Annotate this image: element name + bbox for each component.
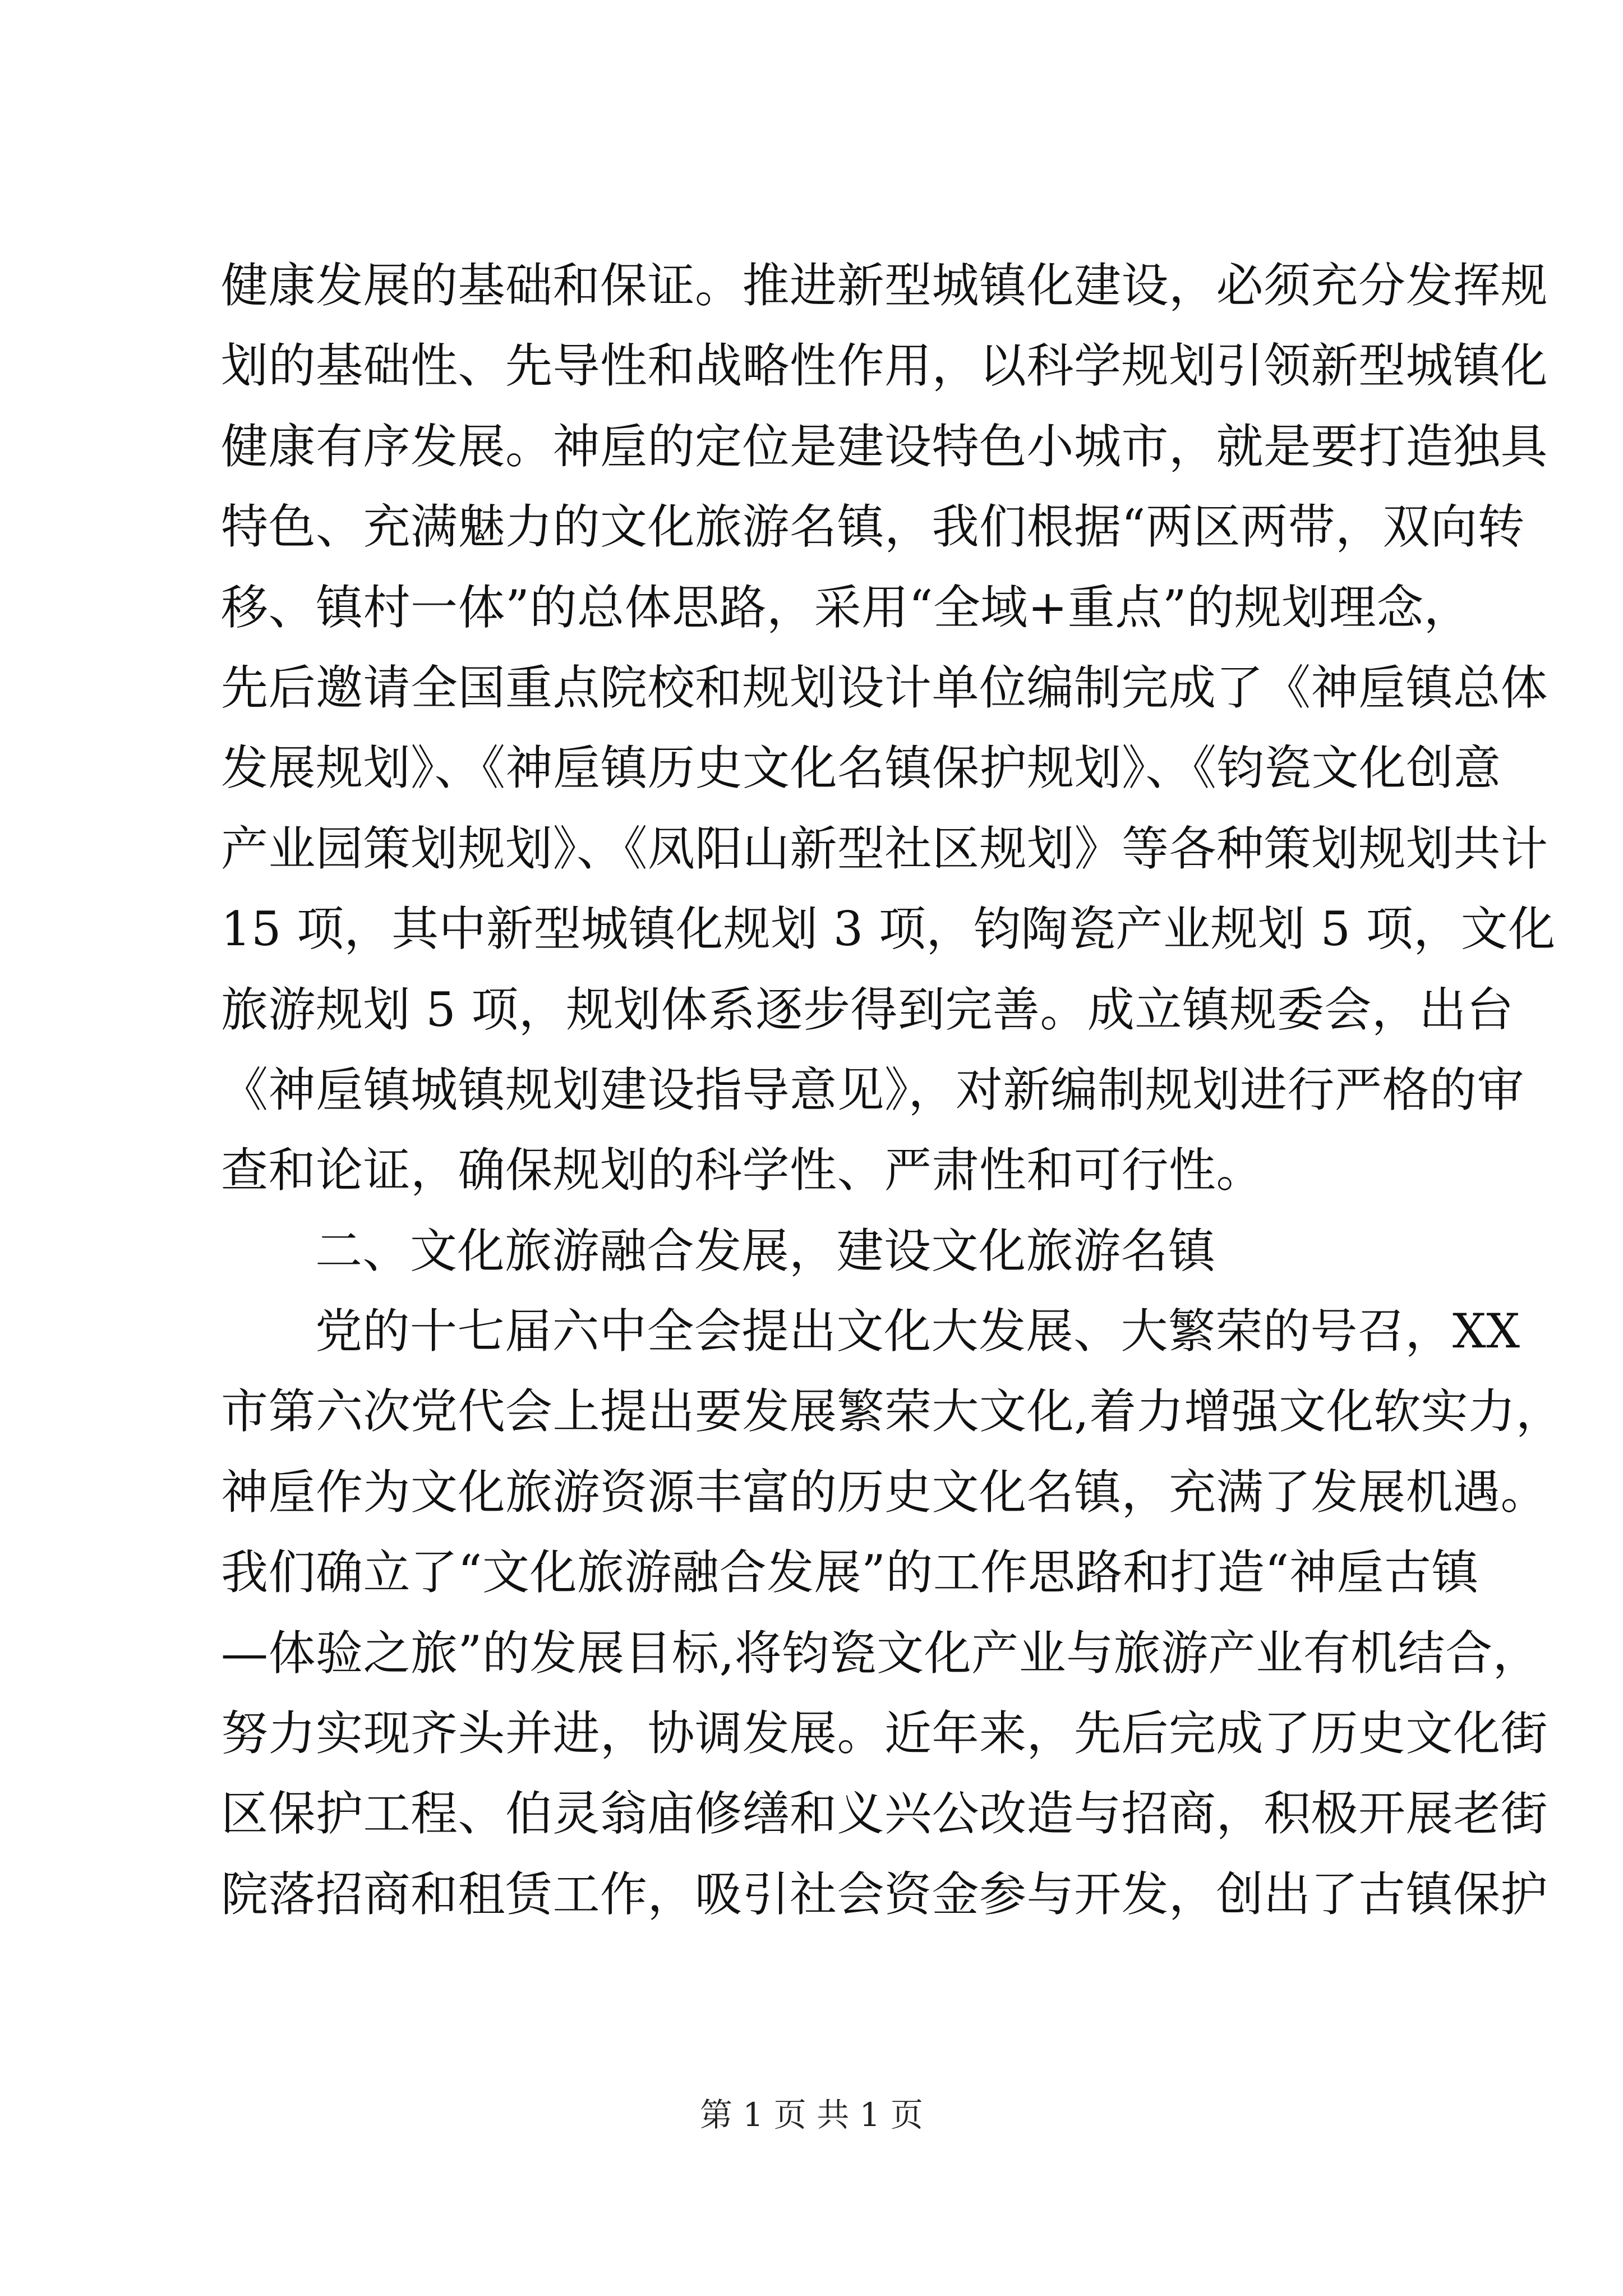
text-line: 先后邀请全国重点院校和规划设计单位编制完成了《神垕镇总体 [221, 660, 1548, 715]
text-line: 发展规划》、《神垕镇历史文化名镇保护规划》、《钧瓷文化创意 [221, 740, 1501, 796]
text-line: 党的十七届六中全会提出文化大发展、大繁荣的号召，XX [315, 1304, 1520, 1359]
text-line: 特色、充满魅力的文化旅游名镇，我们根据“两区两带，双向转 [221, 499, 1525, 555]
text-line: 划的基础性、先导性和战略性作用，以科学规划引领新型城镇化 [221, 338, 1548, 394]
text-line: —体验之旅”的发展目标,将钧瓷文化产业与旅游产业有机结合， [221, 1625, 1541, 1681]
text-line: 产业园策划规划》、《凤阳山新型社区规划》等各种策划规划共计 [221, 821, 1548, 876]
text-line: 移、镇村一体”的总体思路，采用“全域+重点”的规划理念， [221, 579, 1472, 635]
text-line: 院落招商和租赁工作，吸引社会资金参与开发，创出了古镇保护 [221, 1866, 1548, 1922]
section-heading: 二、文化旅游融合发展，建设文化旅游名镇 [315, 1223, 1216, 1278]
text-line: 旅游规划 5 项，规划体系逐步得到完善。成立镇规委会，出台 [221, 982, 1514, 1037]
text-line: 市第六次党代会上提出要发展繁荣大文化,着力增强文化软实力， [221, 1384, 1564, 1439]
document-body [221, 246, 1564, 1935]
text-line: 神垕作为文化旅游资源丰富的历史文化名镇，充满了发展机遇。 [221, 1464, 1548, 1520]
text-line: 区保护工程、伯灵翁庙修缮和义兴公改造与招商，积极开展老街 [221, 1786, 1548, 1842]
text-line: 健康发展的基础和保证。推进新型城镇化建设，必须充分发挥规 [221, 258, 1548, 313]
text-line: 查和论证，确保规划的科学性、严肃性和可行性。 [221, 1143, 1264, 1198]
text-line: 健康有序发展。神垕的定位是建设特色小城市，就是要打造独具 [221, 418, 1548, 474]
page-footer: 第 1 页 共 1 页 [700, 2096, 923, 2134]
text-line: 我们确立了“文化旅游融合发展”的工作思路和打造“神垕古镇 [221, 1545, 1479, 1600]
text-line: 《神垕镇城镇规划建设指导意见》，对新编制规划进行严格的审 [221, 1062, 1525, 1117]
text-line: 15 项，其中新型城镇化规划 3 项，钧陶瓷产业规划 5 项，文化 [221, 901, 1556, 957]
text-line: 努力实现齐头并进，协调发展。近年来，先后完成了历史文化街 [221, 1706, 1548, 1761]
